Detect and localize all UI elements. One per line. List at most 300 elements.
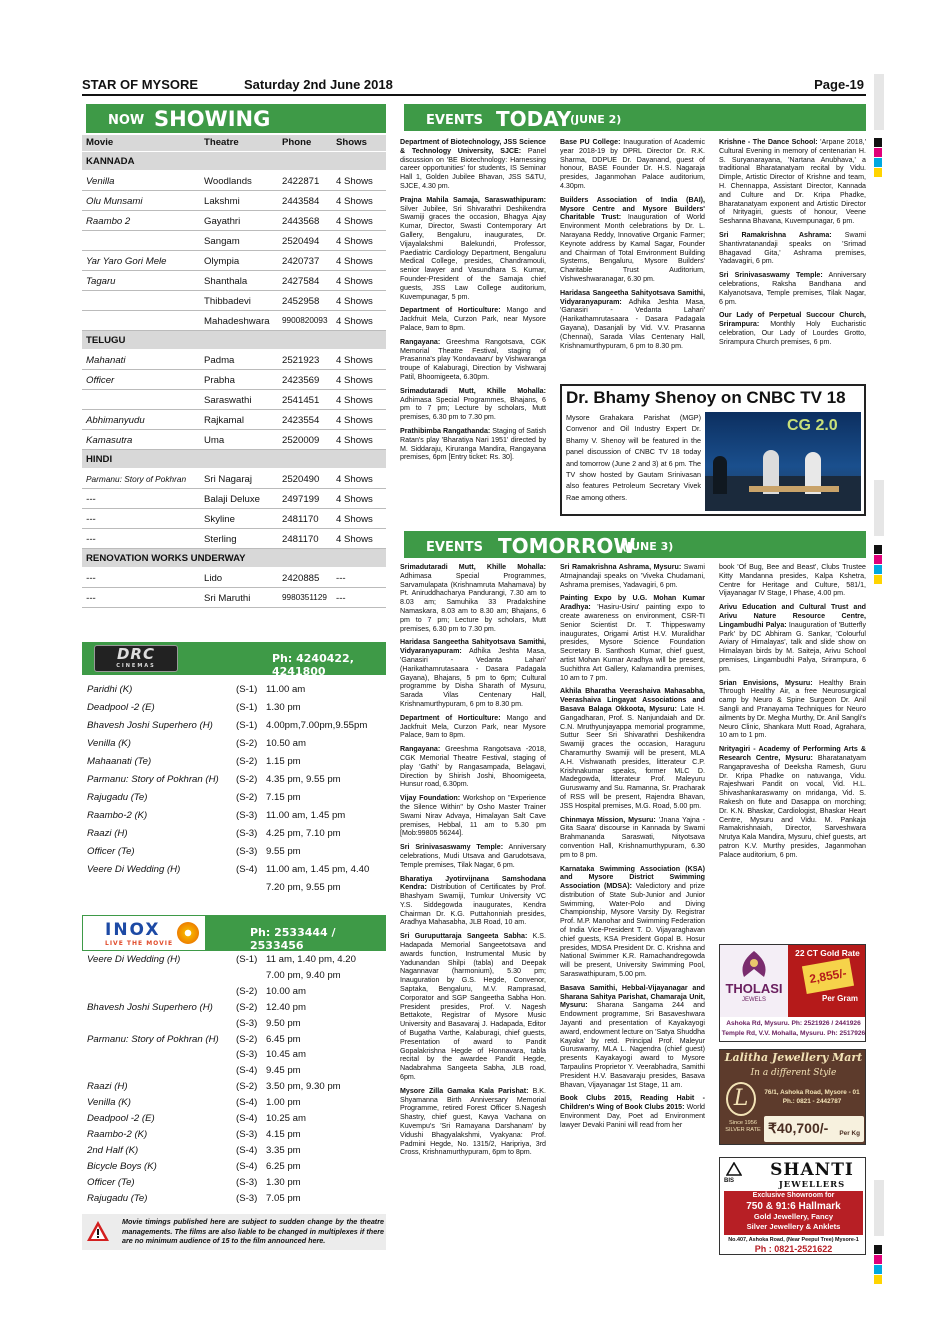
drc-header: [82, 642, 386, 678]
theatre-phone: 2422871: [282, 176, 320, 187]
cmyk-marks: [874, 1245, 884, 1285]
movie-name: ---: [86, 494, 96, 505]
tholasi-brand: THOLASI: [725, 981, 783, 996]
col-theatre: Theatre: [204, 137, 239, 148]
show-count: 4 Shows: [336, 494, 373, 505]
show-count: 4 Shows: [336, 415, 373, 426]
event-organiser: Prajna Mahila Samaja, Saraswathipuram:: [400, 195, 546, 204]
movie-name: Kamasutra: [86, 435, 133, 446]
event-item: Sri Srinivasaswamy Temple: Anniversary celebrations, Mudi Utsava and Garudotsava, Temple premises, Tilak Nagar, 6 pm.: [400, 843, 546, 869]
screen-number: (S-2): [236, 1001, 258, 1013]
table-row: [82, 370, 386, 390]
screen-number: (S-2): [236, 1033, 258, 1045]
table-row: [82, 171, 386, 191]
show-times: 4.15 pm: [266, 1128, 301, 1140]
show-times: 7.15 pm: [266, 792, 301, 803]
show-count: 4 Shows: [336, 176, 373, 187]
schedule-row: [82, 699, 386, 717]
movie-name: ---: [86, 593, 96, 604]
theatre-name: Lido: [204, 573, 223, 584]
movie-name: Raazi (H): [87, 828, 128, 839]
movie-name: Abhimanyudu: [86, 415, 145, 426]
theatre-phone: 9900820093: [282, 316, 328, 325]
schedule-row: [82, 771, 386, 789]
events-today-col-3: [719, 138, 866, 378]
event-item: book 'Of Bug, Bee and Beast', Clubs Trustee Kitty Mandanna presides, Kalpa Kshetra, Centre for Heritage and Culture, 581/1, Vijayanagar IV Stage, I Phase, 4.00 pm.: [719, 563, 866, 598]
print-margin-bar: [874, 480, 884, 536]
lalitha-address: 76/1, Ashoka Road, Mysore - 01: [764, 1089, 860, 1096]
event-organiser: Vijay Foundation:: [400, 794, 461, 803]
screen-number: (S-2): [236, 738, 258, 749]
movie-name: Paridhi (K): [87, 684, 133, 695]
movie-name: Raambo 2: [86, 216, 131, 227]
show-count: 4 Shows: [336, 296, 373, 307]
event-organiser: Akhila Bharatha Veerashaiva Mahasabha, Veerashaiva Lingayat Associations and Basava Balaga Okkoota, Mysuru:: [560, 687, 705, 713]
theatre-name: Skyline: [204, 514, 235, 525]
screen-number: (S-2): [236, 774, 258, 785]
theatre-phone: 2497199: [282, 494, 320, 505]
silver-rate-panel: [764, 1116, 864, 1142]
event-item: Arivu Education and Cultural Trust and Arivu Nature Resource Centre, Lingambudhi Palya: Inauguration of 'Butterfly Park' by DC Abhiram G. Sankar, 'Colourful Aviary of Himalayas', talk and slide show on Himalayan birds by M. Saiteja, Arivu School premises, Lingambudhi Palya, Srirampura, 6 pm.: [719, 603, 866, 673]
lalitha-phone: Ph.: 0821 - 2442787: [782, 1098, 842, 1105]
table-row: [82, 191, 386, 211]
movie-name: Rajugadu (Te): [87, 1192, 148, 1204]
screen-number: (S-4): [236, 1144, 258, 1156]
table-row: [82, 311, 386, 331]
movie-name: Parmanu: Story of Pokhran (H): [87, 1033, 219, 1045]
disclaimer-text: Movie timings published here are subject to sudden change by the theatre managements. The films are also liable to be changed in multiplexes if there are no minimum audience of 15 to the film announced here.: [122, 1217, 384, 1246]
shanti-sub: JEWELLERS: [778, 1179, 846, 1189]
table-row: [82, 211, 386, 231]
schedule-row: [82, 717, 386, 735]
shanti-address: No.407, Ashoka Road, (Near Peepul Tree) Mysore-1: [728, 1237, 859, 1243]
bis-hallmark-icon: [726, 1162, 742, 1176]
movie-name: 2nd Half (K): [87, 1144, 139, 1156]
show-times: 6.45 pm: [266, 1033, 301, 1045]
screen-number: (S-4): [236, 1160, 258, 1172]
section-label: TELUGU: [86, 335, 126, 346]
section-label: KANNADA: [86, 156, 135, 167]
inox-tagline: LIVE THE MOVIE: [105, 940, 174, 947]
event-organiser: Base PU College:: [560, 138, 621, 146]
movie-name: Parmanu: Story of Pokhran (H): [87, 774, 219, 785]
table-row: [82, 231, 386, 251]
show-count: 4 Shows: [336, 514, 373, 525]
event-item: Book Clubs 2015, Reading Habit - Children's Wing of Book Clubs 2015: World Environment Day, Poet ad Environment lawyer Devaki Panini will read from her: [560, 1094, 705, 1129]
event-item: Sri Srinivasaswamy Temple: Anniversary celebrations, Raksha Bandhana and Kalyanotsava, Temple premises, Tilak Nagar, 6 pm.: [719, 271, 866, 306]
warning-icon: [86, 1220, 110, 1242]
movie-name: Raambo-2 (K): [87, 810, 148, 821]
event-item: Our Lady of Perpetual Succour Church, Srirampura: Monthly Holy Eucharistic celebration, Our Lady of Lourdes Grotto, Srirampura Church premises, 6 pm.: [719, 311, 866, 346]
show-times: 1.00 pm: [266, 1097, 301, 1109]
theatre-phone: 2541451: [282, 395, 320, 406]
gold-rate-panel: [788, 945, 866, 1017]
theatre-name: Rajkamal: [204, 415, 244, 426]
theatre-name: Sri Maruthi: [204, 593, 251, 604]
event-organiser: Bharatiya Jyotirvijnana Samshodana Kendra:: [400, 874, 546, 892]
show-times: 1.30 pm: [266, 702, 301, 713]
events-today-col-1: [400, 138, 546, 524]
gold-rate-per: Per Gram: [821, 994, 859, 1003]
event-organiser: Srian Envisions, Mysuru:: [719, 678, 813, 687]
event-item: Bharatiya Jyotirvijnana Samshodana Kendra: Distribution of Certificates by Prof. Bhashyam Swamiji, Tumkur University VC Y.S. Siddegowda inaugurates, Kendra Chairman Dr. K.G. Puttahonniah presides, Aradhya Mahasabha, JLB Road, 10 am.: [400, 874, 546, 927]
table-row: [82, 469, 386, 489]
screen-number: (S-2): [236, 1081, 258, 1093]
show-times: 9.55 pm: [266, 846, 301, 857]
table-row: [82, 509, 386, 529]
show-times: 11.00 am, 1.45 pm, 4.40: [266, 864, 370, 875]
movie-name: Yar Yaro Gori Mele: [86, 256, 167, 267]
show-times: 4.00pm,7.00pm,9.55pm: [266, 720, 368, 731]
theatre-name: Prabha: [204, 375, 235, 386]
movie-name: Officer: [86, 375, 115, 386]
schedule-row: [82, 753, 386, 771]
theatre-name: Padma: [204, 355, 235, 366]
event-organiser: Nrityagiri - Academy of Performing Arts & Research Centre, Mysuru:: [719, 745, 866, 762]
show-times: 12.40 pm: [266, 1001, 307, 1013]
schedule-row: [82, 879, 386, 897]
event-organiser: Srimadutaradi Mutt, Khille Mohalla:: [400, 563, 546, 571]
shanti-phone: Ph : 0821-2521622: [754, 1244, 833, 1254]
show-times: 7.05 pm: [266, 1192, 301, 1204]
movie-name: Mahaanati (Te): [87, 756, 152, 767]
page-number: Page-19: [814, 77, 864, 92]
event-item: Akhila Bharatha Veerashaiva Mahasabha, Veerashaiva Lingayat Associations and Basava Balaga Okkoota, Mysuru: Late H. Gangadharan, Prof. S. Nanjundaiah and Dr. C.N. Mruthyunjayappa memorial programme, Suttur Seer Sri Shivarathri Deshikendra Swamiji graces the occasion, Haraguru Charamurthy Swamiji will be present, MLA A.H. Vishwanath presides, litterateur C.P. Krishnakumar speaks, former MLC D. Madegowda, litterateur Prof. Maleyuru Guruswamy and Su. Ramanna, Sr. Pracharak of RSS will be present, Rajendra Bhavan, JSS Hospital premises, M.G. Road, 5.00 pm.: [560, 687, 705, 810]
movie-name: Deadpool -2 (E): [87, 1113, 155, 1124]
event-organiser: Basava Samithi, Hebbal-Vijayanagar and Sharana Sahitya Parishat, Chamaraja Unit, Mysuru:: [560, 983, 705, 1010]
show-count: 4 Shows: [336, 474, 373, 485]
event-item: Vijay Foundation: Workshop on "Experience the Silence Within" by Osho Master Trainer Swami Nirav Advaya, Himalayan Salt Cave premises, Hebbal, 11 am to 5.30 pm [Mob:99805 56244].: [400, 794, 546, 838]
show-count: 4 Shows: [336, 534, 373, 545]
event-organiser: Sri Guruputtaraja Sangeeta Sabha:: [400, 932, 528, 941]
show-times: 3.50 pm, 9.30 pm: [266, 1081, 341, 1093]
section-row: [82, 331, 386, 349]
theatre-name: Thibbadevi: [204, 296, 251, 307]
drc-logo: [94, 645, 178, 672]
tholasi-addresses: [720, 1019, 866, 1039]
event-item: Nrityagiri - Academy of Performing Arts & Research Centre, Mysuru: Bharatanatyam Rangapravesha of Deeksha Ramesh, Guru Dr. Kripa Phadke on natuvanga, Vidu. Rajeshwari Pandit on vocal, Vid. H.L. Shivashankaraswamy on mridanga, Vid. S. Rakesh on flute and Dasappa on morching; Dr. K.N. Bhaskar, Cardiologist, Bhaskar Heart Centre, Mysuru and Vidu. M. Pankaja Ramakrishnaiah, Director, Sarveshwara Nrutya Kala Mandira, Mysuru, chief guests, art patron K.V. Murthy presides, Jaganmohan Palace auditorium, 6 pm.: [719, 745, 866, 859]
lalitha-tagline: In a different Style: [750, 1068, 837, 1078]
cnbc-body: Mysore Grahakara Parishat (MGP) Convenor and Oil Industry Expert Dr. Bhamy V. Shenoy will be featured in the panel discussion of CNBC TV 18 today and tomorrow (June 2 and 3) at 6 pm. The TV show hosted by Gautam Srinivasan also features Petroleum Secretary Vivek Rae among others.: [566, 413, 701, 502]
cnbc-screen-logo: CG 2.0: [787, 417, 838, 434]
show-times: 6.25 pm: [266, 1160, 301, 1172]
show-times: 4.25 pm, 7.10 pm: [266, 828, 341, 839]
schedule-row: [82, 789, 386, 807]
event-item: Prajna Mahila Samaja, Saraswathipuram: Silver Jubilee, Sri Shivarathri Deshikendra Swamiji graces the occasion, Bhagya Ajay Kumar, Director, Swasti Contemporary Art Gallery, Bengaluru, inaugurates, Dr. Vijayalakshmi Balekundri, Professor, Paediatric Cardiology Department, Bengaluru Medical College, presides, Chandramouli, senior lawyer and Vasundhara S. Kumar, Founder-President of the Samaja chief guests, JSS Law College auditorium, Kuvempunagar, 5 pm.: [400, 195, 546, 301]
movie-name: Venilla (K): [87, 738, 131, 749]
theatre-name: Lakshmi: [204, 196, 240, 207]
theatre-name: Mahadeshwara: [204, 316, 270, 327]
movie-name: Bhavesh Joshi Superhero (H): [87, 720, 213, 731]
disclaimer-box: [82, 1214, 386, 1250]
theatre-phone: 2521923: [282, 355, 320, 366]
schedule-row: [82, 681, 386, 699]
movie-name: Rajugadu (Te): [87, 792, 148, 803]
movie-name: Raazi (H): [87, 1081, 128, 1093]
screen-number: (S-2): [236, 756, 258, 767]
theatre-name: Saraswathi: [204, 395, 252, 406]
event-item: Sri Ramakrishna Ashrama, Mysuru: Swami Atmajnandaji speaks on 'Viveka Chudamani, Ashrama premises, Yadavagiri, 6 pm.: [560, 563, 705, 589]
movie-name: Officer (Te): [87, 1176, 135, 1188]
col-phone: Phone: [282, 137, 312, 148]
screen-number: (S-4): [236, 864, 258, 875]
lalitha-since: Since 1956: [729, 1120, 757, 1126]
drc-logo-text: DRC: [116, 645, 155, 663]
shanti-brand: SHANTI: [770, 1160, 854, 1180]
theatre-name: Olympia: [204, 256, 240, 267]
show-count: 4 Shows: [336, 216, 373, 227]
schedule-row: [82, 735, 386, 753]
event-item: Srian Envisions, Mysuru: Healthy Brain Through Healthy Air, a free Neurosurgical camp by Neuro & Spine Surgeon Dr. Anil Sangli and Pranayama Techniques for Neuro ailments by Dr. Megha Murthy, Dr. Anil Sangli's Neuro Clinic, Shankara Mutt Road, Agrahara, 10 am to 1 pm.: [719, 678, 866, 740]
events-tomorrow-header: [400, 531, 866, 558]
show-count: 4 Shows: [336, 316, 373, 327]
show-times: 10.50 am: [266, 738, 307, 749]
events-tomorrow-col-1: [400, 563, 546, 1260]
event-item: Sri Guruputtaraja Sangeeta Sabha: K.S. Hadapada Memorial Sangeetotsava and awards function, Instrumental Music by Yadunandan Shilpi (tabla) and Deepak Nagannavar (harmonium), 5.30 pm; Inauguration by G.S. Hegde, Convenor, Saptaka, Bengaluru, M.V. Ramprasad, Corporator and SGP Sangeetha Sabha Hon. President presides, Prof. V. Nagesh Bettakote, Registrar of Mysore Music University and Basavaraj J. Hadapada, Editor of Bugatha Varthe, Kalaburagi, chief guests, Presentation of award to Pandit Gopalakrishna Hegde of Honnavara, tabla recital by the awardee Pandit Hegde, Nadabrahma Sangeeta Sabha, JLB road, 6pm.: [400, 932, 546, 1082]
silver-rate-price: ₹40,700/-: [768, 1120, 829, 1136]
movie-name: Mahanati: [86, 355, 126, 366]
shanti-offer-panel: [724, 1191, 863, 1235]
screen-number: (S-4): [236, 1113, 258, 1124]
show-times: 9.50 pm: [266, 1017, 301, 1029]
drc-logo-sub: CINEMAS: [116, 663, 156, 669]
screen-number: (S-3): [236, 846, 258, 857]
events-today-title-small: EVENTS: [426, 113, 483, 128]
silver-rate-per: Per Kg: [839, 1130, 860, 1137]
event-organiser: Srimadutaradi Mutt, Khille Mohalla:: [400, 386, 546, 395]
lalitha-since-block: [724, 1120, 762, 1134]
screen-number: (S-1): [236, 702, 258, 713]
bis-label: BIS: [724, 1178, 735, 1184]
shanti-line-4: Silver Jewellery & Anklets: [746, 1222, 841, 1231]
event-organiser: Book Clubs 2015, Reading Habit - Children's Wing of Book Clubs 2015:: [560, 1094, 705, 1112]
inox-header: [82, 915, 386, 951]
movie-name: Bhavesh Joshi Superhero (H): [87, 1001, 213, 1013]
show-times: 11 am, 1.40 pm, 4.20: [266, 954, 356, 965]
inox-logo: [82, 915, 206, 951]
event-item: Srimadutaradi Mutt, Khille Mohalla: Adhimasa Special Programmes, Sarvamulapata (Krishnamruta Mahamava) by Pt. Aniruddhacharya Pandurangi, 7.30 am to 8.03 am; Samuhika 33 Pradakshine Namaskara, 8.03 am to 8.30 am; Bhajans, 6 pm to 7 pm; Lecture by scholars, Mutt premises, 6.30 pm to 7.30 pm.: [400, 563, 546, 633]
table-row: [82, 251, 386, 271]
theatre-phone: 2481170: [282, 514, 319, 525]
show-times: 1.15 pm: [266, 756, 301, 767]
screen-number: (S-1): [236, 720, 258, 731]
table-row: [82, 489, 386, 509]
event-item: Mysore Zilla Gamaka Kala Parishat: B.K. Shyamanna Birth Anniversary Memorial Programme, retired Forest Officer S.Nagesh Shastry, chief guest, Kavya Vachana on Kuvempu's 'Sri Ramayana Darshanam' by Vidushi Bhagyalakshmi, Vyakyana: Prof. Padmini Hegde, No. 1315/2, Haripriya, 3rd Cross, Krishnamurthypuram, 6pm to 8pm.: [400, 1086, 546, 1157]
events-today-title: TODAY: [496, 107, 572, 131]
screen-number: (S-1): [236, 954, 258, 965]
show-count: ---: [336, 573, 346, 584]
table-row: [82, 350, 386, 370]
lalitha-brand: Lalitha Jewellery Mart: [724, 1051, 863, 1064]
event-organiser: Arivu Education and Cultural Trust and Arivu Nature Resource Centre, Lingambudhi Palya:: [719, 603, 866, 629]
screen-number: (S-3): [236, 810, 258, 821]
movie-name: ---: [86, 534, 96, 545]
table-row: [82, 271, 386, 291]
schedule-row: [82, 843, 386, 861]
tholasi-address-1: Ashoka Rd, Mysuru. Ph: 2521926 / 2441926: [726, 1020, 861, 1027]
show-count: 4 Shows: [336, 375, 373, 386]
theatre-phone: 2423569: [282, 375, 320, 386]
inox-sun-icon: [177, 922, 199, 944]
show-times: 10.00 am: [266, 985, 307, 997]
event-organiser: Haridasa Sangeetha Sahityotsava Samithi, Vidyaranyapuram:: [400, 638, 546, 656]
show-times: 7.00 pm, 9.40 pm: [266, 969, 341, 981]
gold-rate-title: 22 CT Gold Rate: [795, 948, 860, 958]
screen-number: (S-4): [236, 1097, 258, 1109]
event-item: Haridasa Sangeetha Sahityotsava Samithi, Vidyaranyapuram: Adhika Jeshta Masa, 'Ganasiri - Vedanta Lahari' (Harikathamrutasaara - Dasara Padagala Gayana), Dasanjali by Vid. V.V. Prasanna (Chennai), Sarada Vilas Centenary Hall, Krishnamurthypuram, 6 pm to 8.30 pm.: [560, 288, 705, 350]
table-row: [82, 430, 386, 450]
schedule-row: [82, 825, 386, 843]
event-item: Srimadutaradi Mutt, Khille Mohalla: Adhimasa Special Programmes, Bhajans, 6 pm to 7 pm; Lecture by scholars, Mutt premises, 6.30 pm to 7.30 pm.: [400, 386, 546, 422]
cmyk-marks: [874, 545, 884, 585]
event-organiser: Mysore Zilla Gamaka Kala Parishat:: [400, 1086, 529, 1095]
screen-number: (S-3): [236, 1176, 258, 1188]
theatre-name: Gayathri: [204, 216, 241, 227]
now-showing-title: SHOWING: [154, 107, 271, 131]
event-item: Department of Horticulture: Mango and Jackfruit Mela, Curzon Park, near Mysore Palace, 9am to 8pm.: [400, 306, 546, 332]
show-times: 3.35 pm: [266, 1144, 301, 1156]
masthead: [82, 74, 866, 96]
events-today-col-2: [560, 138, 705, 378]
event-organiser: Painting Expo by U.G. Mohan Kumar Aradhya:: [560, 594, 705, 612]
drc-phone: Ph: 4240422, 4241800: [272, 652, 354, 678]
tholasi-emblem-icon: [734, 949, 774, 979]
event-organiser: Department of Horticulture:: [400, 713, 501, 722]
shanti-line-2: 750 & 91:6 Hallmark: [746, 1201, 841, 1212]
movie-name: Tagaru: [86, 276, 116, 287]
show-times: 9.45 pm: [266, 1065, 301, 1077]
event-organiser: Rangayana:: [400, 337, 441, 346]
tholasi-address-2: Temple Rd, V.V. Mohalla, Mysuru. Ph: 2517926: [721, 1030, 866, 1037]
show-count: 4 Shows: [336, 395, 373, 406]
event-item: Rangayana: Greeshma Rangotsava, CGK Memorial Theatre Festival, staging of Prasanna's play 'Kondavaaru' by Vishwaranga troupe of Kalaburagi, Direction by Vishwaraj Patil, Bhoomigeeta, 6.30pm.: [400, 337, 546, 381]
event-organiser: Sri Srinivasaswamy Temple:: [719, 271, 823, 280]
show-count: 4 Shows: [336, 236, 373, 247]
event-item: Prathibimba Rangathanda: Staging of Satish Ratan's play 'Bharatiya Nari 1951' directed by M. Siddaraju, Kiruranga Mandira, Rangayana premises, 6pm [Entry ticket: Rs. 30].: [400, 426, 546, 462]
show-times: 4.35 pm, 9.55 pm: [266, 774, 341, 785]
table-row: [82, 291, 386, 311]
lalitha-ad: [719, 1049, 866, 1145]
movie-name: Raambo-2 (K): [87, 1128, 148, 1140]
events-tomorrow-date: (JUNE 3): [622, 540, 674, 553]
cnbc-feature-box: [560, 384, 866, 516]
events-today-header: [400, 104, 866, 131]
show-count: 4 Shows: [336, 355, 373, 366]
event-organiser: Chinmaya Mission, Mysuru:: [560, 815, 656, 824]
movie-name: Veere Di Wedding (H): [87, 954, 181, 965]
show-count: 4 Shows: [336, 435, 373, 446]
inox-logo-text: INOX: [105, 920, 161, 940]
events-tomorrow-title-small: EVENTS: [426, 540, 483, 555]
cnbc-headline: Dr. Bhamy Shenoy on CNBC TV 18: [566, 388, 846, 407]
lalitha-address-block: [760, 1088, 864, 1106]
shanti-line-1: Exclusive Showroom for: [752, 1192, 835, 1199]
event-item: Sri Ramakrishna Ashrama: Swami Shantivratanandaji speaks on 'Srimad Bhagavad Gita,' Ashrama premises, Yadavagiri, 6 pm.: [719, 230, 866, 266]
event-organiser: Krishne - The Dance School:: [719, 138, 818, 146]
now-showing-header: [82, 104, 386, 133]
lalitha-silver-label: SILVER RATE: [725, 1127, 761, 1133]
schedule-row: [82, 1190, 386, 1208]
theatre-name: Sri Nagaraj: [204, 474, 252, 485]
cnbc-studio-photo: [705, 412, 861, 511]
movie-name: Veere Di Wedding (H): [87, 864, 181, 875]
movie-name: ---: [86, 514, 96, 525]
theatre-name: Woodlands: [204, 176, 252, 187]
theatre-phone: 2481170: [282, 534, 319, 545]
events-today-date: (JUNE 2): [570, 113, 622, 126]
table-row: [82, 410, 386, 430]
gold-rate-price: 2,855/-: [801, 958, 853, 994]
events-tomorrow-title: TOMORROW: [498, 534, 636, 558]
theatre-phone: 2420737: [282, 256, 320, 267]
tholasi-sub: JEWELS: [741, 997, 766, 1003]
inox-phone: Ph: 2533444 / 2533456: [250, 926, 336, 952]
theatre-phone: 2520009: [282, 435, 320, 446]
schedule-row: [82, 861, 386, 879]
theatre-phone: 2423554: [282, 415, 320, 426]
event-organiser: Sri Ramakrishna Ashrama, Mysuru:: [560, 563, 682, 571]
movie-name: Bicycle Boys (K): [87, 1160, 157, 1172]
show-times: 7.20 pm, 9.55 pm: [266, 882, 341, 893]
section-label: RENOVATION WORKS UNDERWAY: [86, 553, 246, 564]
event-item: Haridasa Sangeetha Sahityotsava Samithi, Vidyaranyapuram: Adhika Jeshta Masa, 'Ganasiri - Vedanta Lahari' (Harikathamrutasaara - Dasara Padagala Gayana), Bhajans, 5 pm to 6pm; Cultural programme by Disha Sharath of Mysuru, Sarada Vilas Centenary Hall, Krishnamurthypuram, 6 pm to 8.30 pm.: [400, 638, 546, 708]
theatre-phone: 2443584: [282, 196, 320, 207]
print-margin-bar: [874, 74, 884, 130]
show-times: 10.45 am: [266, 1049, 307, 1061]
event-item: Rangayana: Greeshma Rangotsava -2018, CGK Memorial Theatre Festival, staging of play 'Gathi' by Rangasampada, Belagavi, Direction by Shirish Joshi, Bhoomigeeta, Hunsur road, 6.30pm.: [400, 745, 546, 789]
section-row: [82, 549, 386, 567]
section-label: HINDI: [86, 454, 113, 465]
event-organiser: Department of Biotechnology, JSS Science & Technology University, SJCE:: [400, 138, 546, 155]
theatre-phone: 2520494: [282, 236, 320, 247]
event-item: Department of Horticulture: Mango and Jackfruit Mela, Curzon Park, near Mysore Palace, 9am to 8pm.: [400, 713, 546, 740]
movie-name: Venilla: [86, 176, 115, 187]
event-item: Painting Expo by U.G. Mohan Kumar Aradhya: 'Hasiru-Usiru' painting expo to create awareness on environment, CSR-TI Senior Scientist Dr. T. Thippeswamy inaugurates, Origami Artist H.V. Muralidhar presides, Mysore Science Foundation Secretary B. Santhosh Kumar, chief guest, artist Mohan Kumar Aradhya will be present, Suchithra Art Gallery, Kalamandira premises, 10 am to 7 pm.: [560, 594, 705, 682]
event-organiser: Karnataka Swimming Association (KSA) and Mysore District Swimming Association (MDSA):: [560, 864, 705, 891]
screen-number: (S-3): [236, 1192, 258, 1204]
event-organiser: Rangayana:: [400, 745, 441, 754]
movie-name: Olu Munsami: [86, 196, 143, 207]
table-row: [82, 390, 386, 410]
paper-name: STAR OF MYSORE: [82, 77, 199, 92]
movie-name: Officer (Te): [87, 846, 135, 857]
event-organiser: Prathibimba Rangathanda:: [400, 426, 491, 435]
issue-date: Saturday 2nd June 2018: [244, 77, 393, 92]
event-item: Department of Biotechnology, JSS Science & Technology University, SJCE: Panel discussion on 'BE Biotechnology: Harnessing career opportunities' for students, IS Seminar Hall 1, Golden Jubilee Bhavan, JSS S&TU, SJCE, 4.30 pm.: [400, 138, 546, 190]
screen-number: (S-3): [236, 1049, 258, 1061]
theatre-phone: 2520490: [282, 474, 320, 485]
event-item: Chinmaya Mission, Mysuru: 'Jnana Yajna - Gita Saara' discourse in Kannada by Swami Brahmananda Saraswati, Nityotsava convention Hall, Krishnamurthypuram, 6.30 pm to 8 pm.: [560, 815, 705, 859]
theatre-name: Uma: [204, 435, 225, 446]
events-tomorrow-col-3: [719, 563, 866, 938]
screen-number: (S-4): [236, 1065, 258, 1077]
movie-name: Venilla (K): [87, 1097, 131, 1109]
theatre-phone: 2427584: [282, 276, 320, 287]
section-row: [82, 450, 386, 468]
table-row: [82, 568, 386, 588]
show-count: 4 Shows: [336, 196, 373, 207]
event-organiser: Our Lady of Perpetual Succour Church, Srirampura:: [719, 311, 866, 329]
movie-name: Deadpool -2 (E): [87, 702, 155, 713]
movie-name: Parmanu: Story of Pokhran: [86, 474, 187, 484]
theatre-name: Balaji Deluxe: [204, 494, 260, 505]
tholasi-ad: [719, 944, 866, 1042]
screen-number: (S-2): [236, 985, 258, 997]
event-organiser: Haridasa Sangeetha Sahityotsava Samithi, Vidyaranyapuram:: [560, 288, 705, 306]
event-organiser: Builders Association of India (BAI), Mysore Centre and Mysore Builders' Charitable Trust:: [560, 195, 705, 222]
schedule-row: [82, 807, 386, 825]
event-organiser: Sri Ramakrishna Ashrama:: [719, 230, 832, 239]
